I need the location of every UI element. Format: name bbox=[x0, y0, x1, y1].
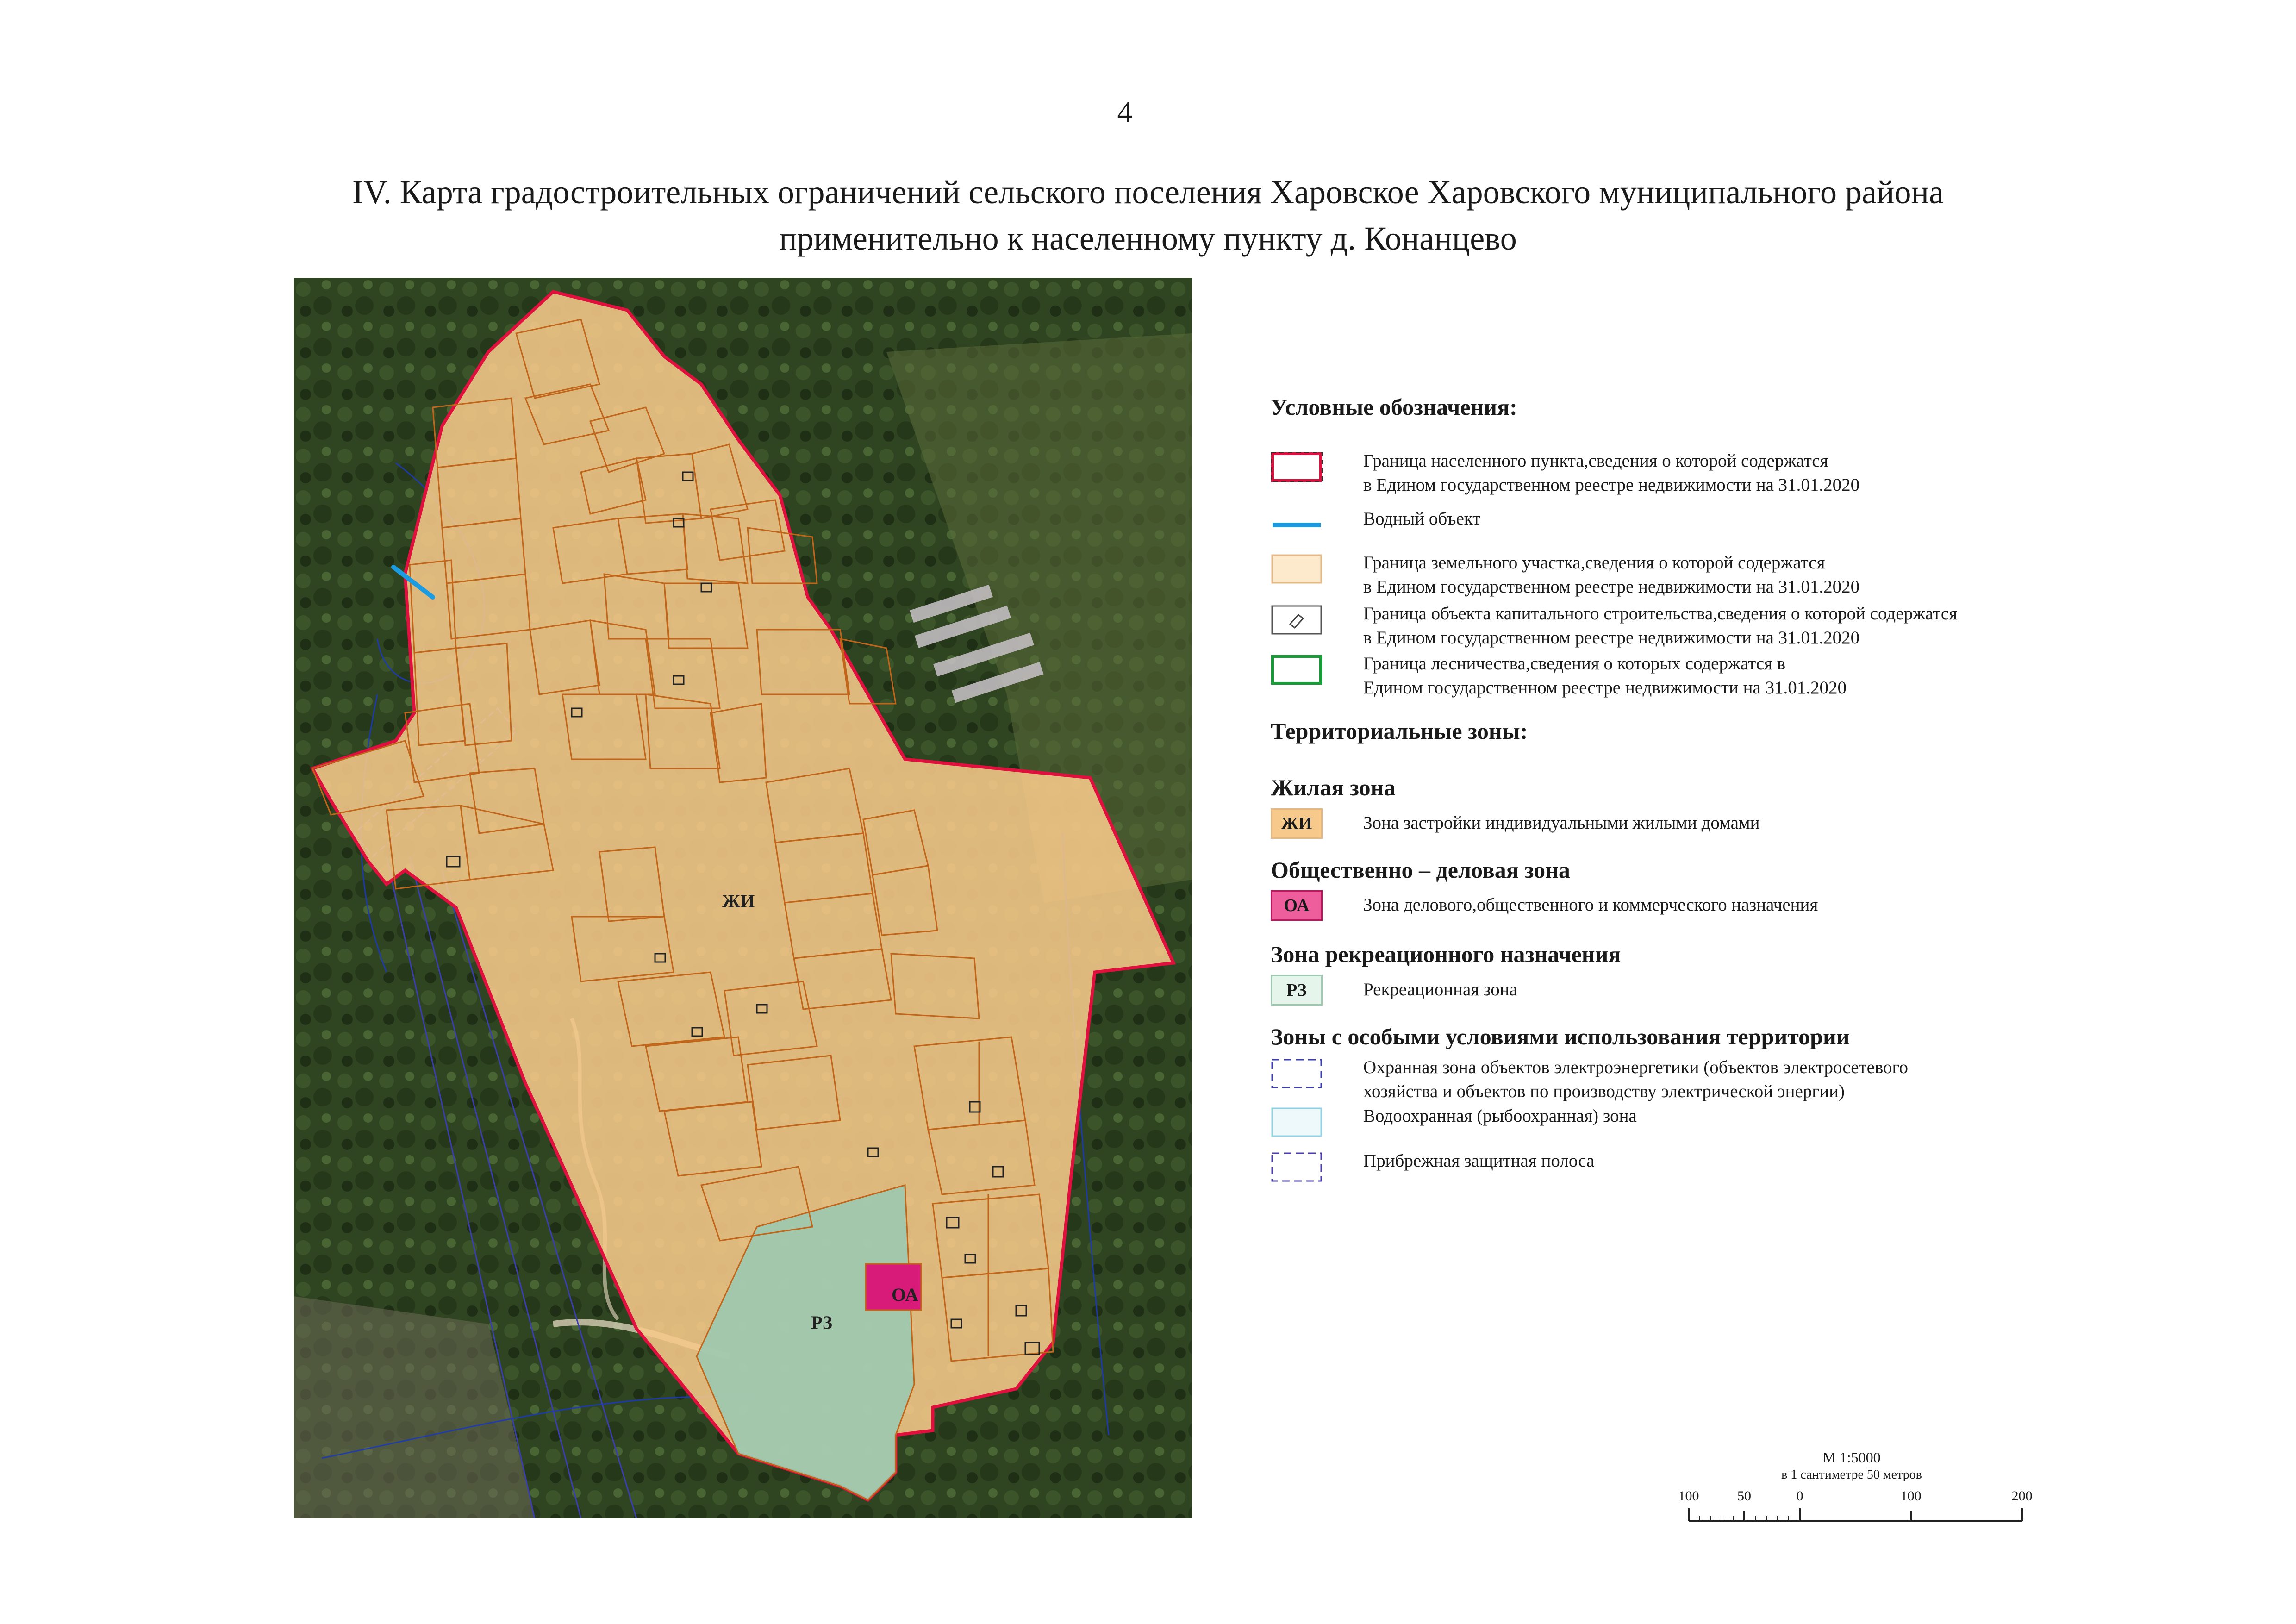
scale-tick-label: 200 bbox=[2011, 1488, 2033, 1504]
legend-label: Водный объект bbox=[1363, 509, 1481, 529]
legend-label: Граница объекта капитального строительства,сведения о которой содержатся в Едином государственном реестре недвижимости на 31.01.2020 bbox=[1363, 604, 1958, 648]
territorial-zones-heading: Территориальные зоны: bbox=[1271, 718, 1528, 744]
legend-label: Зона делового,общественного и коммерческого назначения bbox=[1363, 895, 1818, 915]
legend-label: Граница населенного пункта,сведения о которой содержатся в Едином государственном реестре недвижимости на 31.01.2020 bbox=[1363, 451, 1860, 495]
scale-bar bbox=[1666, 1444, 2037, 1528]
legend-label: Прибрежная защитная полоса bbox=[1363, 1151, 1595, 1171]
coastal-strip-symbol bbox=[1271, 1152, 1323, 1182]
legend-item-land-plot bbox=[1271, 551, 2058, 597]
legend-label: Рекреационная зона bbox=[1363, 980, 1517, 999]
water-object-symbol bbox=[1271, 510, 1323, 540]
water-protection-zone-symbol bbox=[1271, 1107, 1323, 1137]
legend-label: Граница земельного участка,сведения о которой содержатся в Едином государственном реестре недвижимости на 31.01.2020 bbox=[1363, 553, 1860, 597]
power-protection-zone-symbol bbox=[1271, 1058, 1323, 1089]
legend-item-residential bbox=[1271, 806, 2058, 843]
scale-ruler bbox=[1666, 1505, 2037, 1523]
page-title bbox=[139, 169, 2157, 262]
legend-label: Охранная зона объектов электроэнергетики (объектов электросетевого хозяйства и объектов по производству электрической энергии) bbox=[1363, 1057, 1909, 1101]
settlement-boundary-symbol bbox=[1271, 452, 1323, 482]
page-number: 4 bbox=[1117, 95, 1133, 129]
legend-item-forestry-boundary bbox=[1271, 652, 2058, 698]
map-frame[interactable] bbox=[294, 278, 1192, 1518]
scale-tick-label: 100 bbox=[1900, 1488, 1922, 1504]
capital-construction-symbol bbox=[1271, 605, 1323, 635]
legend-item-water-object bbox=[1271, 507, 2058, 544]
legend-item-coastal-strip bbox=[1271, 1149, 2058, 1186]
forestry-boundary-symbol bbox=[1271, 655, 1323, 685]
legend-item-business bbox=[1271, 887, 2058, 924]
recreation-zone-heading: Зона рекреационного назначения bbox=[1271, 941, 1621, 967]
residential-zone-heading: Жилая зона bbox=[1271, 775, 1396, 800]
scale-ratio: М 1:5000 bbox=[1822, 1449, 1881, 1466]
land-plot-symbol bbox=[1271, 554, 1323, 584]
legend-item-settlement-boundary bbox=[1271, 449, 2058, 495]
special-zones-heading: Зоны с особыми условиями использования территории bbox=[1271, 1024, 1850, 1049]
recreation-zone-symbol: РЗ bbox=[1271, 975, 1323, 1006]
scale-tick-label: 50 bbox=[1737, 1488, 1751, 1504]
title-line-1: IV. Карта градостроительных ограничений сельского поселения Харовское Харовского муниципального района bbox=[352, 174, 1944, 211]
legend-label: Граница лесничества,сведения о которых содержатся в Едином государственном реестре недвижимости на 31.01.2020 bbox=[1363, 654, 1847, 698]
scale-subtitle: в 1 сантиметре 50 метров bbox=[1781, 1468, 1922, 1482]
zone-label-oa: ОА bbox=[891, 1284, 919, 1305]
title-line-2: применительно к населенному пункту д. Конанцево bbox=[779, 220, 1517, 257]
legend-label: Зона застройки индивидуальными жилыми домами bbox=[1363, 813, 1760, 833]
legend-label: Водоохранная (рыбоохранная) зона bbox=[1363, 1106, 1637, 1126]
zone-label-zhi: ЖИ bbox=[722, 891, 755, 912]
scale-tick-label: 0 bbox=[1796, 1488, 1803, 1504]
residential-zone-symbol: ЖИ bbox=[1271, 808, 1323, 839]
legend-item-capital-construction bbox=[1271, 602, 2058, 648]
business-zone-heading: Общественно – деловая зона bbox=[1271, 857, 1570, 883]
business-zone-symbol: ОА bbox=[1271, 890, 1323, 921]
legend-item-water-protection bbox=[1271, 1104, 2058, 1141]
zone-label-rz: РЗ bbox=[811, 1312, 833, 1333]
scale-tick-label: 100 bbox=[1678, 1488, 1699, 1504]
map-canvas[interactable] bbox=[294, 278, 1192, 1518]
legend-item-recreation bbox=[1271, 972, 2058, 1009]
legend-heading: Условные обозначения: bbox=[1271, 394, 1517, 420]
legend-item-power-protection bbox=[1271, 1056, 2058, 1101]
